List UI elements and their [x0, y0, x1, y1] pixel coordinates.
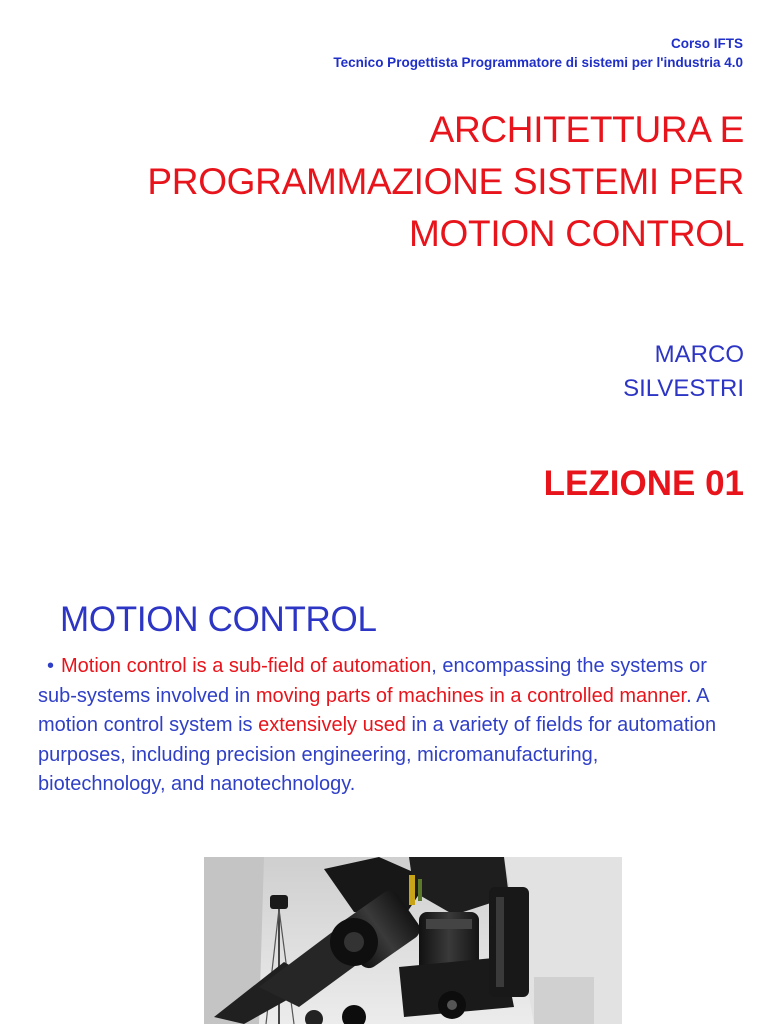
main-title-line-2: PROGRAMMAZIONE SISTEMI PER	[147, 161, 744, 202]
course-header	[333, 34, 743, 72]
segment-1: Motion control is a sub-field of automation	[61, 655, 432, 677]
bullet-marker: •	[47, 655, 55, 677]
content-slide	[0, 585, 768, 1024]
lesson-label: LEZIONE 01	[543, 464, 744, 503]
segment-4: . A motion control system is	[38, 684, 709, 736]
author-name	[623, 338, 744, 406]
section-title: MOTION CONTROL	[60, 600, 377, 639]
segment-6: in a variety of fields for automation purposes, including precision engineering, micromanufacturing, biotechnology, and nanotechnology.	[38, 714, 717, 795]
main-title-line-1: ARCHITETTURA E	[429, 109, 744, 150]
robotic-arm-illustration	[204, 857, 622, 1024]
robotic-arm-photo	[204, 857, 622, 1024]
main-title-line-3: MOTION CONTROL	[409, 213, 744, 254]
author-last-name: SILVESTRI	[623, 375, 744, 402]
segment-3: moving parts of machines in a controlled manner	[255, 684, 687, 707]
course-name: Corso IFTS	[670, 36, 743, 51]
bullet-paragraph	[38, 652, 728, 800]
author-first-name: MARCO	[654, 341, 744, 368]
course-description: Tecnico Progettista Programmatore di sistemi per l'industria 4.0	[333, 55, 743, 70]
main-title	[24, 104, 744, 260]
segment-5: extensively used	[258, 714, 406, 736]
segment-2: , encompassing the systems or sub-systems involved in	[38, 655, 707, 707]
